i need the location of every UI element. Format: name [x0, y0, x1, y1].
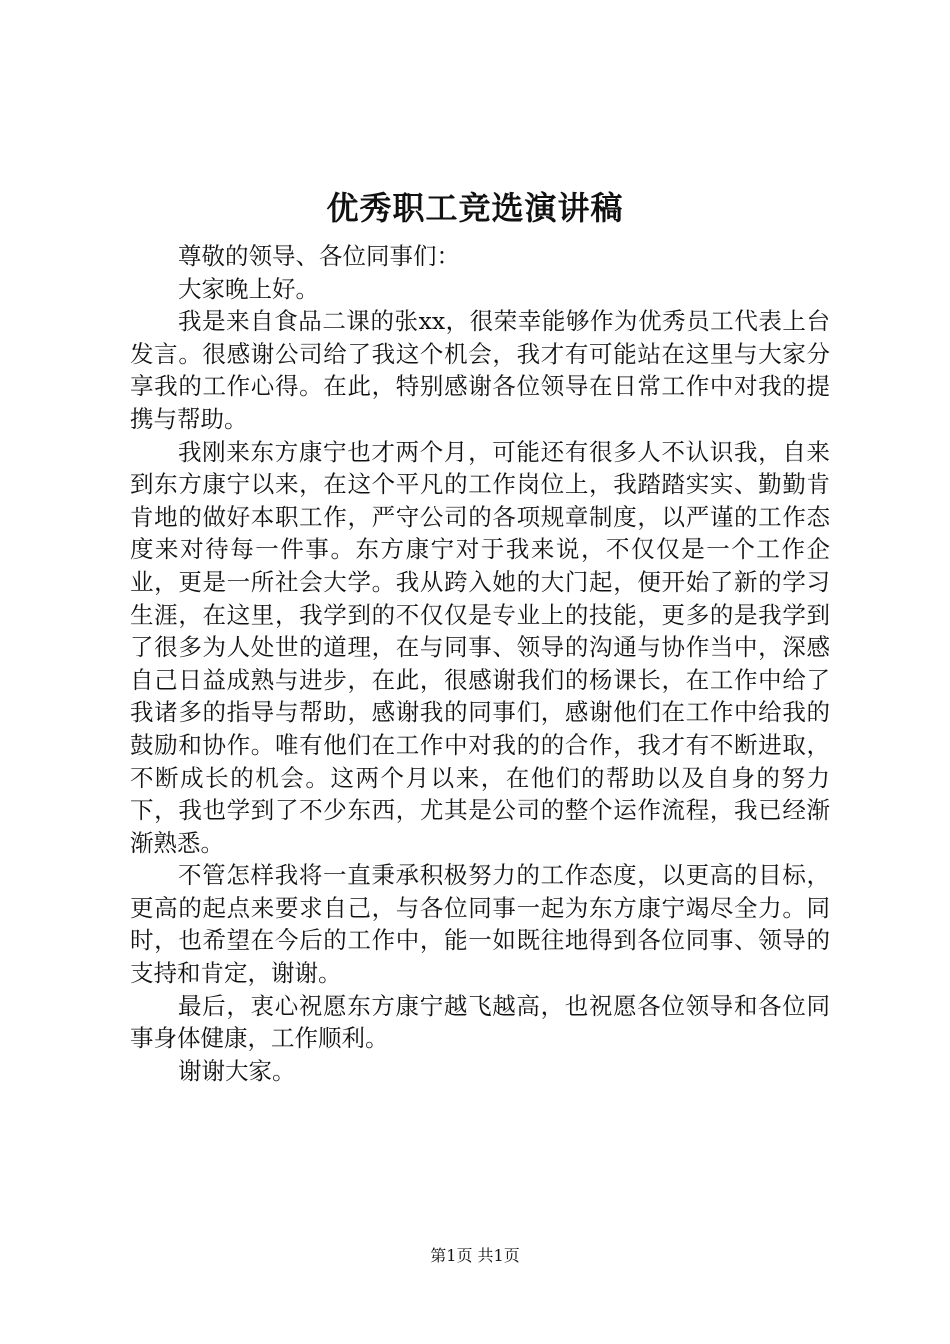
document-body — [130, 240, 830, 1087]
greeting: 大家晚上好。 — [178, 274, 319, 303]
salutation: 尊敬的领导、各位同事们： — [178, 242, 460, 270]
paragraph-thanks: 谢谢大家。 — [178, 1056, 296, 1085]
paragraph-closing-wishes: 最后，衷心祝愿东方康宁越飞越高，也祝愿各位领导和各位同事身体健康，工作顺利。 — [130, 991, 830, 1053]
page-number-footer: 第1页 共1页 — [430, 1246, 520, 1265]
paragraph-introduction: 我是来自食品二课的张xx，很荣幸能够作为优秀员工代表上台发言。很感谢公司给了我这个机会，我才有可能站在这里与大家分享我的工作心得。在此，特别感谢各位领导在日常工作中对我的提携与帮助。 — [130, 307, 830, 433]
paragraph-experience: 我刚来东方康宁也才两个月，可能还有很多人不认识我，自来到东方康宁以来，在这个平凡的工作岗位上，我踏踏实实、勤勤肯肯地的做好本职工作，严守公司的各项规章制度，以严谨的工作态度来对待每一件事。东方康宁对于我来说，不仅仅是一个工作企业，更是一所社会大学。我从跨入她的大门起，便开始了新的学习生涯，在这里，我学到的不仅仅是专业上的技能，更多的是我学到了很多为人处世的道理，在与同事、领导的沟通与协作当中，深感自己日益成熟与进步，在此，很感谢我们的杨课长，在工作中给了我诸多的指导与帮助，感谢我的同事们，感谢他们在工作中给我的鼓励和协作。唯有他们在工作中对我的的合作，我才有不断进取，不断成长的机会。这两个月以来，在他们的帮助以及自身的努力下，我也学到了不少东西，尤其是公司的整个运作流程，我已经渐渐熟悉。 — [130, 437, 830, 857]
paragraph-commitment: 不管怎样我将一直秉承积极努力的工作态度，以更高的目标，更高的起点来要求自己，与各位同事一起为东方康宁竭尽全力。同时，也希望在今后的工作中，能一如既往地得到各位同事、领导的支持和肯定，谢谢。 — [130, 861, 830, 988]
document-title: 优秀职工竞选演讲稿 — [326, 189, 624, 227]
